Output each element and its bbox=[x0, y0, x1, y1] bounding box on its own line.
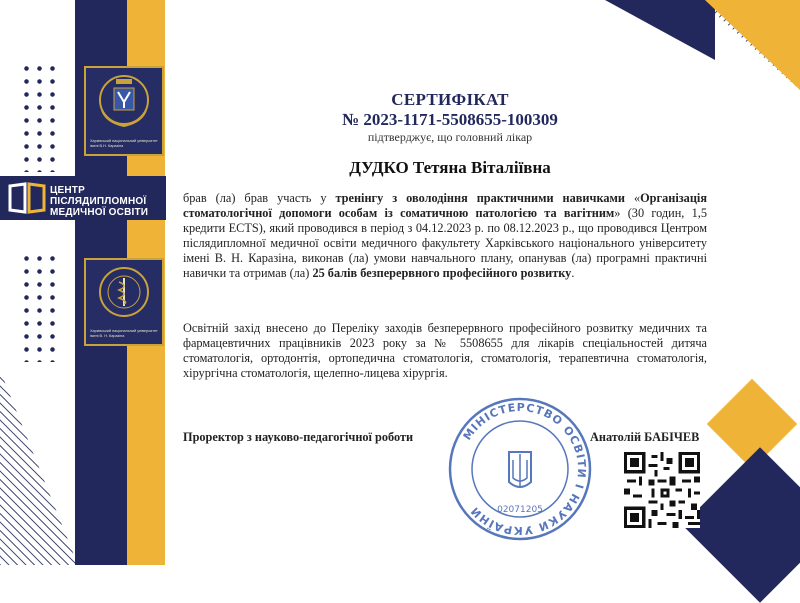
training-description: брав (ла) брав участь у тренінгу з оволодіння практичними навичками «Організація стоматологічної допомоги особам із соматичною патологією та вагітним» (30 годин, 1,5 кредити ECTS), який проводився в період з 04.12.2023 р. по 08.12.2023 р., що проводився Центром післядипломної медичної освіти медичного факультету Харківського національного університету імені В. Н. Каразіна, виконав (ла) умови навчального плану, опанував (ла) програмні практичні навички та отримав (ла) 25 балів безперервного професійного розвитку. bbox=[183, 191, 707, 280]
certificate-number: № 2023-1171-5508655-100309 bbox=[342, 110, 558, 129]
university-logo-panel bbox=[84, 66, 164, 156]
university-logo-caption: Харківський національний університет імені В.Н. Каразіна bbox=[90, 139, 158, 148]
center-badge bbox=[0, 176, 166, 220]
center-title: ЦЕНТР ПІСЛЯДИПЛОМНОЇ МЕДИЧНОЇ ОСВІТИ bbox=[50, 185, 149, 218]
university-emblem-icon bbox=[86, 70, 162, 132]
medical-faculty-logo-panel bbox=[84, 258, 164, 346]
corner-triangle-navy bbox=[605, 0, 715, 60]
svg-text:МІНІСТЕРСТВО ОСВІТИ І НАУКИ УК: МІНІСТЕРСТВО ОСВІТИ І НАУКИ УКРАЇНИ bbox=[460, 400, 589, 538]
dot-pattern-bottom bbox=[20, 252, 60, 362]
corner-triangle-gold bbox=[705, 0, 800, 90]
medical-faculty-emblem-icon bbox=[86, 262, 162, 322]
registry-paragraph: Освітній захід внесено до Переліку заходів безперервного професійного розвитку медичних та фармацевтичних працівників 2023 року за № 5508655 для лікарів спеціальностей дитяча стоматологія, ортодонтія, ортопедична стоматологія, стоматологія, терапевтична стоматологія, хірургічна стоматологія, щелепно-лицева хірургія. bbox=[183, 321, 707, 380]
medical-faculty-logo-caption: Харківський національний університет імені В. Н. Каразіна bbox=[90, 329, 158, 338]
svg-text:02071205: 02071205 bbox=[497, 505, 543, 515]
qr-code-icon[interactable] bbox=[624, 452, 700, 528]
confirmation-line: підтверджує, що головний лікар bbox=[367, 130, 533, 144]
signer-position: Проректор з науково-педагогічної роботи bbox=[183, 430, 414, 444]
signer-name: Анатолій БАБІЧЕВ bbox=[590, 430, 700, 444]
certificate-title: СЕРТИФІКАТ bbox=[391, 90, 509, 109]
dot-pattern-top bbox=[20, 62, 60, 172]
official-seal-icon bbox=[445, 394, 595, 544]
recipient-name: ДУДКО Тетяна Віталіївна bbox=[349, 158, 551, 177]
hatch-pattern-left bbox=[0, 370, 78, 565]
open-book-icon bbox=[7, 181, 47, 215]
